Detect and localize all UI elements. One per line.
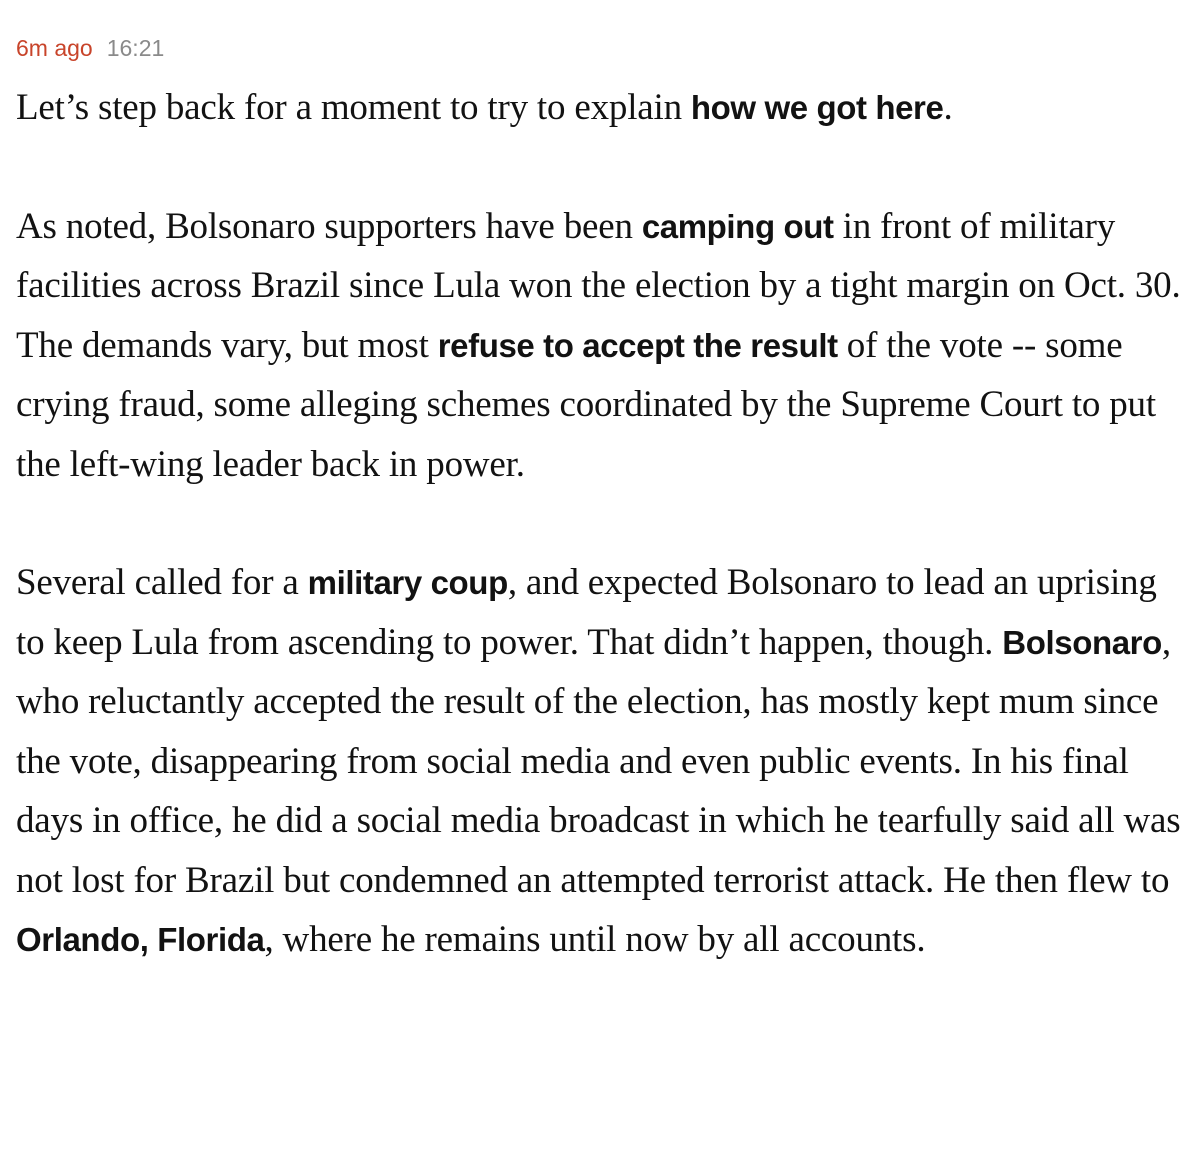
paragraph-1 — [16, 78, 1194, 138]
bold-phrase: refuse to accept the result — [437, 326, 838, 364]
bold-phrase: Bolsonaro — [1002, 623, 1162, 661]
paragraph-3 — [16, 553, 1194, 970]
paragraph-text: in front of military facilities across Brazil since Lula won the election by a tight margin on Oct. 30. The demands vary, but most — [16, 205, 1181, 366]
paragraph-text: , who reluctantly accepted the result of the election, has mostly kept mum since the vote, disappearing from social media and even public events. In his final days in office, he did a social media broadcast in which he tearfully said all was not lost for Brazil but condemned an attempted terrorist attack. He then flew to — [16, 621, 1181, 901]
paragraph-text: , where he remains until now by all accounts. — [264, 919, 926, 960]
bold-phrase: camping out — [641, 207, 834, 245]
bold-phrase: military coup — [307, 564, 508, 601]
bold-phrase: Orlando, Florida — [16, 921, 265, 958]
paragraph-text: As noted, Bolsonaro supporters have been — [16, 205, 642, 247]
bold-phrase: how we got here — [690, 89, 944, 126]
timestamp: 16:21 — [106, 35, 165, 61]
time-ago: 6m ago — [16, 35, 93, 61]
paragraph-text: . — [943, 87, 953, 128]
entry-meta — [16, 31, 1194, 65]
live-blog-entry — [16, 0, 1194, 970]
paragraph-text: of the vote -- some crying fraud, some alleging schemes coordinated by the Supreme Court to put the left-wing leader back in power. — [16, 324, 1156, 485]
paragraph-text: Let’s step back for a moment to try to explain — [16, 87, 691, 128]
paragraph-text: Several called for a — [16, 562, 308, 603]
paragraph-text: , and expected Bolsonaro to lead an uprising to keep Lula from ascending to power. That didn’t happen, though. — [16, 562, 1157, 663]
paragraph-2 — [16, 197, 1194, 495]
